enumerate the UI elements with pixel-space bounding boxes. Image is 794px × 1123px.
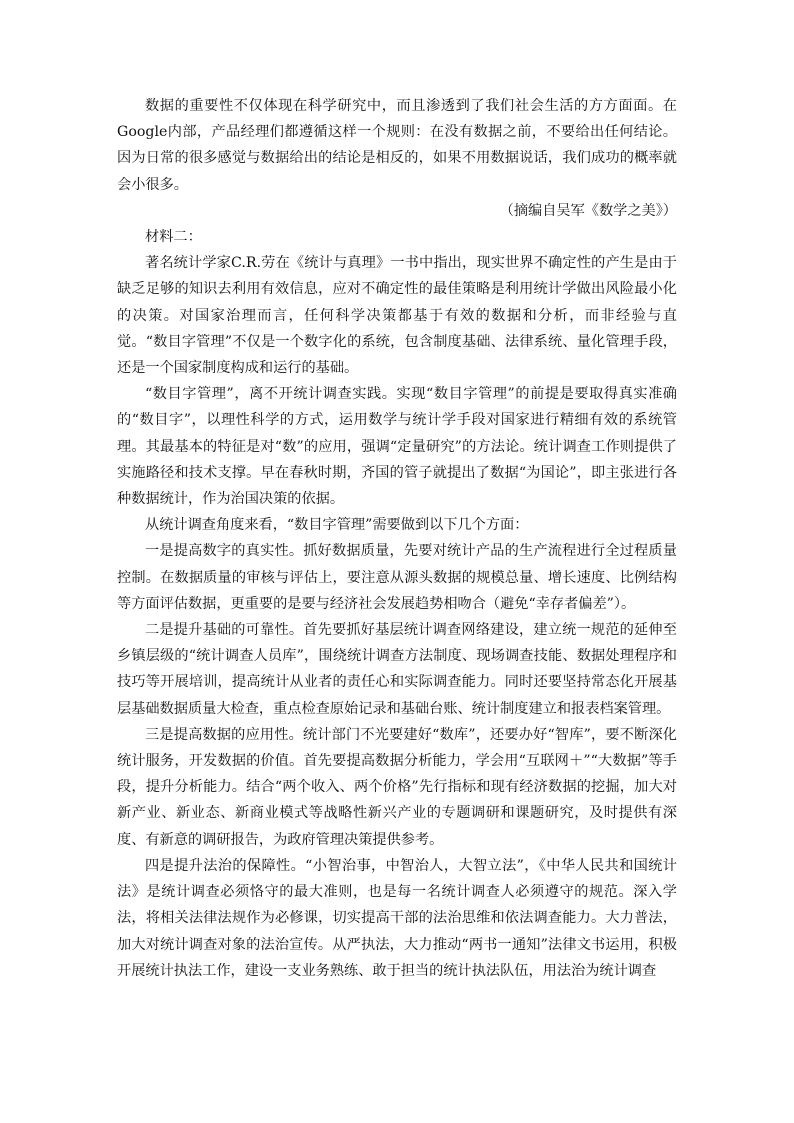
paragraph-point-three: 三是提高数据的应用性。统计部门不光要建好“数库”，还要办好“智库”，要不断深化统计服务，开发数据的价值。首先要提高数据分析能力，学会用“互联网＋”“大数据”等手段，提升分析能力。结合“两个收入、两个价格”先行指标和现有经济数据的挖掘，加大对新产业、新业态、新商业模式等战略性新兴产业的专题调研和课题研究，及时提供有深度、有新意的调研报告，为政府管理决策提供参考。 — [117, 726, 677, 848]
paragraph-point-two: 二是提升基础的可靠性。首先要抓好基层统计调查网络建设，建立统一规范的延伸至乡镇层级的“统计调查人员库”，围绕统计调查方法制度、现场调查技能、数据处理程序和技巧等开展培训，提高统计从业者的责任心和实际调查能力。同时还要坚持常态化开展基层基础数据质量大检查，重点检查原始记录和基础台账、统计制度建立和报表档案管理。 — [117, 622, 677, 717]
paragraph-statistics-truth: 著名统计学家C.R.劳在《统计与真理》一书中指出，现实世界不确定性的产生是由于缺乏足够的知识去利用有效信息，应对不确定性的最佳策略是利用统计学做出风险最小化的决策。对国家治理而言，任何科学决策都基于有效的数据和分析，而非经验与直觉。“数目字管理”不仅是一个数字化的系统，包含制度基础、法律系统、量化管理手段，还是一个国家制度构成和运行的基础。 — [117, 255, 677, 377]
paragraph-aspects-intro: 从统计调查角度来看，“数目字管理”需要做到以下几个方面： — [145, 517, 529, 534]
paragraph-data-importance: 数据的重要性不仅体现在科学研究中，而且渗透到了我们社会生活的方方面面。在Google内部，产品经理们都遵循这样一个规则：在没有数据之前，不要给出任何结论。因为日常的很多感觉与数据给出的结论是相反的，如果不用数据说话，我们成功的概率就会小很多。 — [117, 98, 677, 193]
document-body — [117, 93, 677, 984]
paragraph-point-one: 一是提高数字的真实性。抓好数据质量，先要对统计产品的生产流程进行全过程质量控制。在数据质量的审核与评估上，要注意从源头数据的规模总量、增长速度、比例结构等方面评估数据，更重要的是要与经济社会发展趋势相吻合（避免“幸存者偏差”）。 — [117, 543, 677, 612]
paragraph-point-four: 四是提升法治的保障性。“小智治事，中智治人，大智立法”，《中华人民共和国统计法》是统计调查必须恪守的最大准则，也是每一名统计调查人必须遵守的规范。深入学法，将相关法律法规作为必修课，切实提高干部的法治思维和依法调查能力。大力普法，加大对统计调查对象的法治宣传。从严执法，大力推动“两书一通知”法律文书运用，积极开展统计执法工作，建设一支业务熟练、敢于担当的统计执法队伍，用法治为统计调查 — [117, 857, 677, 979]
paragraph-number-management: “数目字管理”，离不开统计调查实践。实现“数目字管理”的前提是要取得真实准确的“数目字”，以理性科学的方式，运用数学与统计学手段对国家进行精细有效的系统管理。其最基本的特征是对“数”的应用，强调“定量研究”的方法论。统计调查工作则提供了实施路径和技术支撑。早在春秋时期，齐国的管子就提出了数据“为国论”，即主张进行各种数据统计，作为治国决策的依据。 — [117, 386, 677, 508]
material-two-heading: 材料二： — [145, 229, 202, 246]
source-attribution: （摘编自吴军《数学之美》） — [499, 202, 677, 219]
